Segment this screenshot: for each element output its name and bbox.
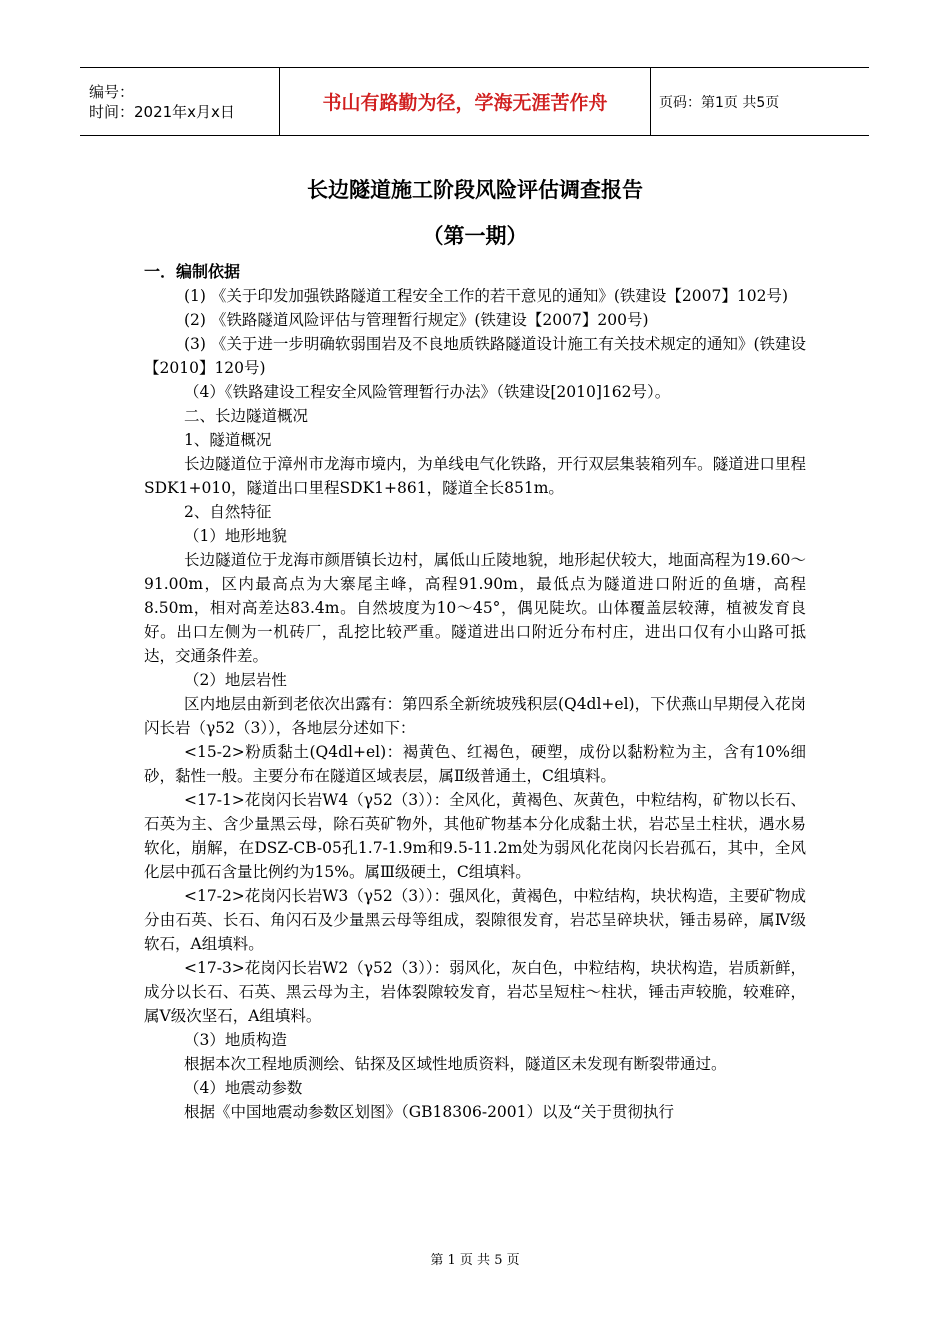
subsection-heading: （1）地形地貌 xyxy=(184,527,287,545)
paragraph: (3) 《关于进一步明确软弱围岩及不良地质铁路隧道设计施工有关技术规定的通知》(铁建设【2010】120号) xyxy=(144,335,806,377)
paragraph: <15-2>粉质黏土(Q4dl+el)：褐黄色、红褐色，硬塑，成份以黏粉粒为主，含有10%细砂，黏性一般。主要分布在隧道区域表层，属Ⅱ级普通土，C组填料。 xyxy=(144,743,806,785)
doc-time-label: 时间：2021年x月x日 xyxy=(89,102,235,121)
section-heading: 一．编制依据 xyxy=(144,262,241,281)
subsection-heading: （4）地震动参数 xyxy=(184,1079,303,1097)
paragraph: 根据《中国地震动参数区划图》（GB18306-2001）以及“关于贯彻执行 xyxy=(184,1103,674,1121)
header-info xyxy=(80,68,280,135)
page-number-label: 页码：第1页 共5页 xyxy=(659,94,780,111)
paragraph: <17-1>花岗闪长岩W4（γ52（3））：全风化，黄褐色、灰黄色，中粒结构，矿物以长石、石英为主、含少量黑云母，除石英矿物外，其他矿物基本分化成黏土状，岩芯呈土柱状，遇水易软化，崩解，在DSZ-CB-05孔1.7-1.9m和9.5-11.2m处为弱风化花岗闪长岩孤石，其中，全风化层中孤石含量比例约为15%。属Ⅲ级硬土，C组填料。 xyxy=(144,791,806,881)
page-footer: 第 1 页 共 5 页 xyxy=(430,1253,520,1268)
doc-number-label: 编号： xyxy=(89,82,135,101)
paragraph: 长边隧道位于龙海市颜厝镇长边村，属低山丘陵地貌，地形起伏较大，地面高程为19.60～91.00m，区内最高点为大寨尾主峰，高程91.90m，最低点为隧道进口附近的鱼塘，高程8.50m，相对高差达83.4m。自然坡度为10～45°，偶见陡坎。山体覆盖层较薄，植被发育良好。出口左侧为一机砖厂，乱挖比较严重。隧道进出口附近分布村庄，进出口仅有小山路可抵达，交通条件差。 xyxy=(144,551,806,665)
document-body xyxy=(144,260,806,1124)
paragraph: (1) 《关于印发加强铁路隧道工程安全工作的若干意见的通知》(铁建设【2007】102号) xyxy=(184,287,789,305)
paragraph: (2) 《铁路隧道风险评估与管理暂行规定》(铁建设【2007】200号) xyxy=(184,311,649,329)
page-header xyxy=(80,67,869,136)
paragraph: 区内地层由新到老依次出露有：第四系全新统坡残积层(Q4dl+el)，下伏燕山早期侵入花岗闪长岩（γ52（3）），各地层分述如下： xyxy=(144,695,806,737)
paragraph: （4）《铁路建设工程安全风险管理暂行办法》（铁建设[2010]162号）。 xyxy=(184,383,671,401)
paragraph: 长边隧道位于漳州市龙海市境内，为单线电气化铁路，开行双层集装箱列车。隧道进口里程SDK1+010，隧道出口里程SDK1+861，隧道全长851m。 xyxy=(144,455,806,497)
section-heading: 二、长边隧道概况 xyxy=(184,407,309,425)
subsection-heading: （2）地层岩性 xyxy=(184,671,287,689)
subsection-heading: （3）地质构造 xyxy=(184,1031,287,1049)
paragraph: <17-3>花岗闪长岩W2（γ52（3））：弱风化，灰白色，中粒结构，块状构造，岩质新鲜，成分以长石、石英、黑云母为主，岩体裂隙较发育，岩芯呈短柱～柱状，锤击声较脆，较难碎，属Ⅴ级次坚石，A组填料。 xyxy=(144,959,806,1025)
header-page xyxy=(651,68,869,135)
document-title: 长边隧道施工阶段风险评估调查报告 xyxy=(307,178,643,202)
motto-text: 书山有路勤为径，学海无涯苦作舟 xyxy=(322,92,608,114)
header-motto xyxy=(280,68,651,135)
subsection-heading: 1、隧道概况 xyxy=(184,431,272,449)
document-subtitle: （第一期） xyxy=(422,224,528,248)
paragraph: 根据本次工程地质测绘、钻探及区域性地质资料，隧道区未发现有断裂带通过。 xyxy=(184,1055,727,1073)
subsection-heading: 2、自然特征 xyxy=(184,503,272,521)
paragraph: <17-2>花岗闪长岩W3（γ52（3））：强风化，黄褐色，中粒结构，块状构造，主要矿物成分由石英、长石、角闪石及少量黑云母等组成，裂隙很发育，岩芯呈碎块状，锤击易碎，属Ⅳ级软石，A组填料。 xyxy=(144,887,806,953)
